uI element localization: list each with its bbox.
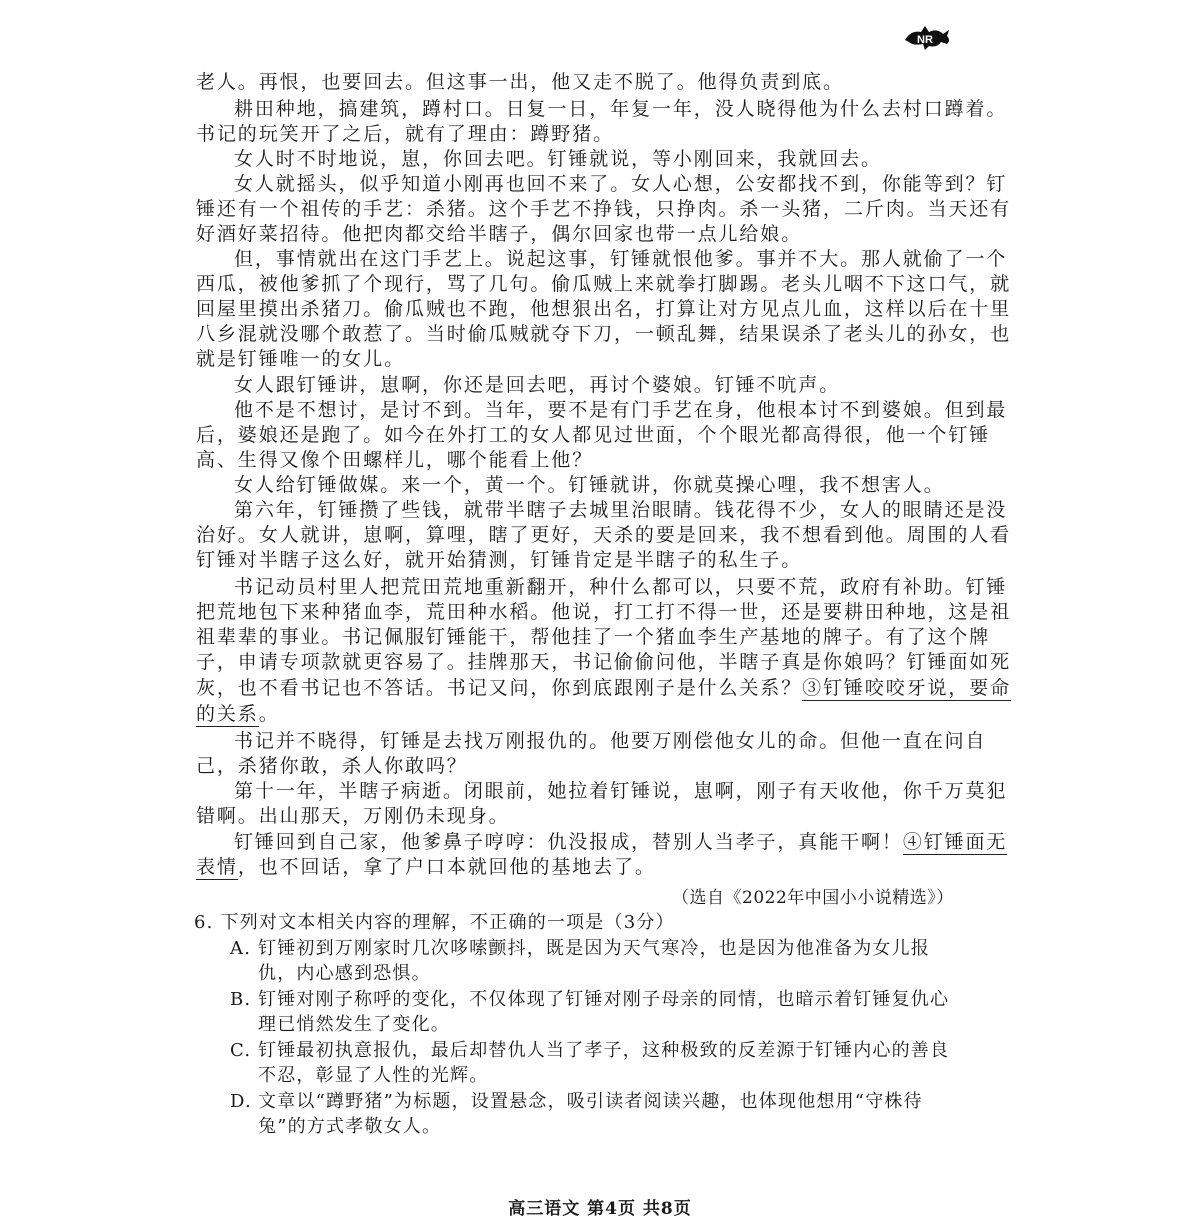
passage-line: 把荒地包下来种猪血李，荒田种水稻。他说，打工打不得一世，还是要耕田种地，这是祖 <box>196 601 1012 623</box>
passage-text: 。 <box>258 703 280 725</box>
passage-line: 第六年，钉锤攒了些钱，就带半瞎子去城里治眼睛。钱花得不少，女人的眼睛还是没 <box>234 499 1008 521</box>
passage-line: 祖辈辈的事业。书记佩服钉锤能干，帮他挂了一个猪血李生产基地的牌子。有了这个牌 <box>196 626 991 648</box>
option-label: D. <box>230 1091 252 1112</box>
passage-line: 西瓜，被他爹抓了个现行，骂了几句。偷瓜贼上来就拳打脚踢。老头儿咽不下这口气，就 <box>196 273 1012 295</box>
underlined-phrase-4: 表情 <box>196 856 238 878</box>
option-label: C. <box>230 1040 252 1061</box>
passage-line: 他不是不想讨，是讨不到。当年，要不是有门手艺在身，他根本讨不到婆娘。但到最 <box>234 399 1008 421</box>
option-text: 钉锤最初执意报仇，最后却替仇人当了孝子，这种极致的反差源于钉锤内心的善良 <box>258 1040 950 1061</box>
passage-line <box>234 830 1008 854</box>
passage-line: 女人时不时地说，崽，你回去吧。钉锤就说，等小刚回来，我就回去。 <box>234 148 882 170</box>
passage-line: 但，事情就出在这门手艺上。说起这事，钉锤就恨他爹。事并不大。那人就偷了一个 <box>234 248 1008 270</box>
underlined-phrase-3: 的关系 <box>196 703 259 725</box>
passage-line: 后，婆娘还是跑了。如今在外打工的女人都见过世面，个个眼光都高得很，他一个钉锤 <box>196 424 991 446</box>
page-footer: 高三语文 第4页 共8页 <box>508 1199 692 1219</box>
svg-text:NR: NR <box>917 34 933 46</box>
passage-line: 好酒好菜招待。他把肉都交给半瞎子，偶尔回家也带一点儿给娘。 <box>196 223 803 245</box>
option-text: 理已悄然发生了变化。 <box>258 1014 450 1035</box>
passage-line: 回屋里摸出杀猪刀。偷瓜贼也不跑，他想狠出名，打算让对方见点儿血，这样以后在十里 <box>196 298 1012 320</box>
passage-line: 锤还有一个祖传的手艺：杀猪。这个手艺不挣钱，只挣肉。杀一头猪，二斤肉。当天还有 <box>196 198 1012 220</box>
passage-line: 钉锤对半瞎子这么好，就开始猜测，钉锤肯定是半瞎子的私生子。 <box>196 549 803 571</box>
passage-text: 灰，也不看书记也不答话。书记又问，你到底跟刚子是什么关系？ <box>196 677 803 699</box>
passage-line: 错啊。出山那天，万刚仍未现身。 <box>196 805 510 827</box>
passage-line <box>196 702 962 726</box>
passage-line <box>196 676 1012 700</box>
passage-line: 就是钉锤唯一的女儿。 <box>196 348 406 370</box>
passage-line: 己，杀猪你敢，杀人你敢吗？ <box>196 755 468 777</box>
passage-line <box>196 855 962 879</box>
option-text: 兔”的方式孝敬女人。 <box>258 1116 442 1137</box>
passage-line: 子，申请专项款就更容易了。挂牌那天，书记偷偷问他，半瞎子真是你娘吗？钉锤面如死 <box>196 651 1012 673</box>
passage-line: 老人。再恨，也要回去。但这事一出，他又走不脱了。他得负责到底。 <box>196 71 844 93</box>
option-text: 不忍，彰显了人性的光辉。 <box>258 1065 489 1086</box>
passage-line: 耕田种地，搞建筑，蹲村口。日复一日，年复一年，没人晓得他为什么去村口蹲着。 <box>234 98 1008 120</box>
passage-line: 高、生得又像个田螺样儿，哪个能看上他？ <box>196 449 594 471</box>
option-text: 钉锤初到万刚家时几次哆嗦颤抖，既是因为天气寒冷，也是因为他准备为女儿报 <box>258 938 930 959</box>
passage-line: 女人给钉锤做媒。来一个，黄一个。钉锤就讲，你就莫操心哩，我不想害人。 <box>234 474 945 496</box>
source-citation: （选自《2022年中国小小说精选》） <box>672 888 954 908</box>
passage-line: 女人跟钉锤讲，崽啊，你还是回去吧，再讨个婆娘。钉锤不吭声。 <box>234 374 841 396</box>
ox-logo-icon <box>903 22 953 52</box>
underlined-phrase-4: ④钉锤面无 <box>902 831 1008 853</box>
underlined-phrase-3: ③钉锤咬咬牙说，要命 <box>802 677 1012 699</box>
passage-line: 第十一年，半瞎子病逝。闭眼前，她拉着钉锤说，崽啊，刚子有天收他，你千万莫犯 <box>234 780 1008 802</box>
passage-line: 八乡混就没哪个敢惹了。当时偷瓜贼就夺下刀，一顿乱舞，结果误杀了老头儿的孙女，也 <box>196 323 1012 345</box>
passage-line: 书记动员村里人把荒田荒地重新翻开，种什么都可以，只要不荒，政府有补助。钉锤 <box>234 576 1008 598</box>
passage-line: 书记的玩笑开了之后，就有了理由：蹲野猪。 <box>196 123 615 145</box>
option-label: B. <box>230 989 252 1010</box>
passage-line: 治好。女人就讲，崽啊，算哩，瞎了更好，天杀的要是回来，我不想看到他。周围的人看 <box>196 524 1012 546</box>
passage-line: 女人就摇头，似乎知道小刚再也回不来了。女人心想，公安都找不到，你能等到？钉 <box>234 173 1008 195</box>
option-label: A. <box>230 938 252 959</box>
passage-text: 钉锤回到自己家，他爹鼻子哼哼：仇没报成，替别人当孝子，真能干啊！ <box>234 831 903 853</box>
question-stem: 6. 下列对文本相关内容的理解，不正确的一项是（3分） <box>194 912 675 933</box>
option-text: 钉锤对刚子称呼的变化，不仅体现了钉锤对刚子母亲的同情，也暗示着钉锤复仇心 <box>258 989 950 1010</box>
passage-text: ，也不回话，拿了户口本就回他的基地去了。 <box>237 856 656 878</box>
passage-line: 书记并不晓得，钉锤是去找万刚报仇的。他要万刚偿他女儿的命。但他一直在问自 <box>234 730 987 752</box>
option-text: 仇，内心感到恐惧。 <box>258 963 431 984</box>
option-text: 文章以“蹲野猪”为标题，设置悬念，吸引读者阅读兴趣，也体现他想用“守株待 <box>258 1091 923 1112</box>
